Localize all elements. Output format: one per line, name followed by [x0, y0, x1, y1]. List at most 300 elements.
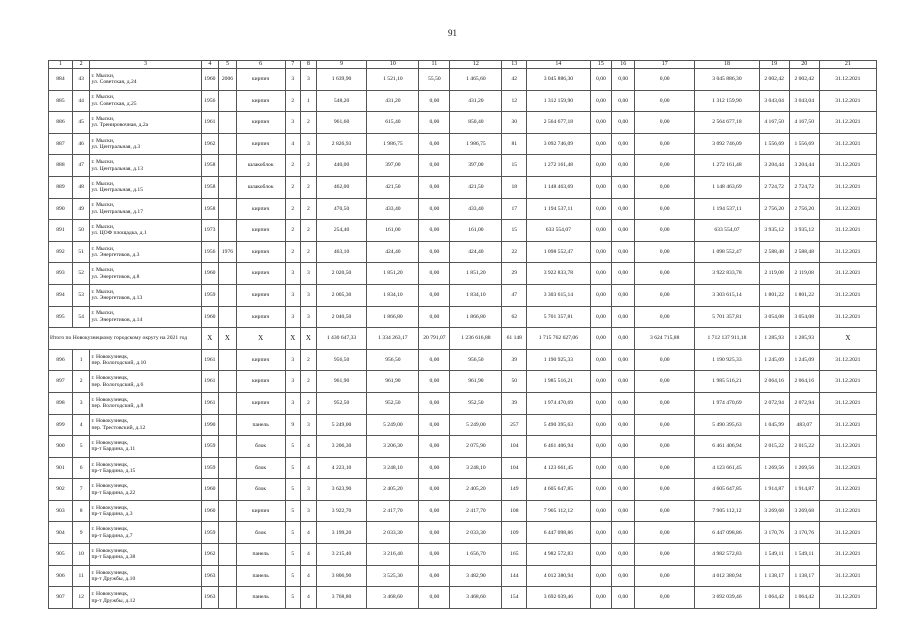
- table-cell: 0,00: [635, 479, 695, 501]
- table-cell: кирпич: [236, 133, 285, 155]
- table-row: [49, 544, 877, 566]
- table-cell: 0,00: [590, 176, 612, 198]
- table-cell: 0,00: [419, 112, 450, 134]
- table-cell: 31.12.2021: [819, 69, 876, 91]
- table-cell: 2 015,22: [759, 436, 789, 458]
- table-cell: 0,00: [612, 220, 635, 242]
- table-cell: 2 033,30: [367, 522, 419, 544]
- table-cell: 4: [301, 457, 317, 479]
- table-cell: [219, 522, 237, 544]
- table-cell: 889: [49, 176, 73, 198]
- table-cell: 31.12.2021: [819, 565, 876, 587]
- address-cell: г. Мыски, ул. Энергетиков, д.3: [90, 241, 201, 263]
- table-cell: 1959: [201, 436, 219, 458]
- table-cell: 2 119,08: [759, 263, 789, 285]
- table-cell: 2 072,94: [759, 392, 789, 414]
- address-cell: г. Новокузнецк, пр-т Бардина, д.15: [90, 457, 201, 479]
- table-cell: 0,00: [419, 133, 450, 155]
- table-cell: 462,00: [316, 176, 367, 198]
- table-cell: 50: [502, 371, 527, 393]
- table-cell: 1: [72, 349, 90, 371]
- table-cell: 0,00: [612, 90, 635, 112]
- table-cell: 961,90: [367, 371, 419, 393]
- table-cell: 1 272 161,48: [695, 155, 759, 177]
- table-cell: 18: [502, 176, 527, 198]
- table-cell: 2 564 677,18: [527, 112, 590, 134]
- table-cell: кирпич: [236, 500, 285, 522]
- table-cell: 0,00: [590, 284, 612, 306]
- table-cell: 5: [285, 500, 301, 522]
- table-cell: 5: [285, 457, 301, 479]
- table-cell: 0,00: [612, 155, 635, 177]
- table-cell: [219, 436, 237, 458]
- column-header: 8: [301, 61, 317, 69]
- address-cell: г. Новокузнецк, пер. Вологодский, д.10: [90, 349, 201, 371]
- table-cell: 15: [502, 220, 527, 242]
- table-cell: 3 468,60: [367, 587, 419, 609]
- table-cell: 2 417,70: [367, 500, 419, 522]
- table-cell: 1958: [201, 155, 219, 177]
- table-cell: 0,00: [419, 220, 450, 242]
- table-cell: 1 851,20: [450, 263, 502, 285]
- table-cell: 9: [72, 522, 90, 544]
- table-cell: [219, 306, 237, 328]
- table-body: [49, 61, 877, 609]
- table-row: [49, 220, 877, 242]
- table-row: [49, 565, 877, 587]
- table-cell: 1 045,99: [759, 414, 789, 436]
- table-cell: 12: [72, 587, 90, 609]
- table-cell: 1 974 470,69: [695, 392, 759, 414]
- table-cell: 3 768,80: [316, 587, 367, 609]
- table-cell: 0,00: [590, 565, 612, 587]
- table-cell: 1963: [201, 587, 219, 609]
- table-row: [49, 306, 877, 328]
- total-value: X: [301, 328, 317, 350]
- table-cell: 1962: [201, 544, 219, 566]
- table-cell: 433,40: [367, 198, 419, 220]
- table-cell: 5 701 357,81: [695, 306, 759, 328]
- table-cell: 31.12.2021: [819, 220, 876, 242]
- table-cell: 31.12.2021: [819, 155, 876, 177]
- column-header: 3: [90, 61, 201, 69]
- table-cell: 0,00: [419, 587, 450, 609]
- table-cell: 0,00: [635, 133, 695, 155]
- address-cell: г. Мыски, ул. Центральная, д.15: [90, 176, 201, 198]
- table-cell: 3 206,30: [316, 436, 367, 458]
- table-cell: 3 248,10: [450, 457, 502, 479]
- table-cell: 2: [301, 220, 317, 242]
- table-cell: панель: [236, 414, 285, 436]
- column-header: 15: [590, 61, 612, 69]
- table-cell: 3 216,40: [367, 544, 419, 566]
- table-cell: 0,00: [612, 392, 635, 414]
- table-cell: 1 272 161,48: [527, 155, 590, 177]
- table-cell: 2 724,72: [759, 176, 789, 198]
- table-cell: 424,40: [367, 241, 419, 263]
- table-cell: 3 199,20: [316, 522, 367, 544]
- table-cell: 1959: [201, 284, 219, 306]
- table-cell: 0,00: [590, 220, 612, 242]
- table-cell: 4: [72, 414, 90, 436]
- total-value: X: [819, 328, 876, 350]
- table-cell: 2: [301, 392, 317, 414]
- table-cell: 0,00: [590, 69, 612, 91]
- table-cell: 5: [285, 587, 301, 609]
- table-cell: 3: [285, 284, 301, 306]
- table-cell: 0,00: [612, 457, 635, 479]
- table-cell: 3 692 039,46: [695, 587, 759, 609]
- table-cell: 952,50: [367, 392, 419, 414]
- table-cell: 1 549,11: [759, 544, 789, 566]
- table-cell: 0,00: [612, 414, 635, 436]
- table-cell: 440,00: [316, 155, 367, 177]
- table-cell: 1962: [201, 133, 219, 155]
- table-cell: [219, 155, 237, 177]
- table-cell: [219, 284, 237, 306]
- table-cell: 0,00: [419, 392, 450, 414]
- table-cell: блок: [236, 436, 285, 458]
- table-cell: 0,00: [635, 155, 695, 177]
- address-cell: г. Новокузнецк, пр-т Бардина, д.38: [90, 544, 201, 566]
- table-cell: 1959: [201, 522, 219, 544]
- address-cell: г. Мыски, ул. Центральная, д.3: [90, 133, 201, 155]
- table-cell: 1 834,10: [450, 284, 502, 306]
- table-row: [49, 198, 877, 220]
- table-cell: 905: [49, 544, 73, 566]
- table-cell: 397,00: [367, 155, 419, 177]
- table-cell: 0,00: [635, 176, 695, 198]
- address-cell: г. Новокузнецк, пер. Вологодский, д.8: [90, 392, 201, 414]
- table-cell: 902: [49, 479, 73, 501]
- table-cell: 952,50: [316, 392, 367, 414]
- table-cell: 6 461 406,94: [695, 436, 759, 458]
- table-cell: 2 405,20: [367, 479, 419, 501]
- column-header: 21: [819, 61, 876, 69]
- table-cell: 6 461 406,94: [527, 436, 590, 458]
- table-cell: 0,00: [419, 349, 450, 371]
- table-cell: 6 447 098,86: [695, 522, 759, 544]
- table-cell: [219, 90, 237, 112]
- table-cell: 2 002,42: [789, 69, 819, 91]
- table-cell: 7 905 112,12: [527, 500, 590, 522]
- address-cell: г. Мыски, ул. Энергетиков, д.14: [90, 306, 201, 328]
- table-cell: 4 982 572,83: [527, 544, 590, 566]
- table-cell: 4 223,10: [316, 457, 367, 479]
- table-cell: 900: [49, 436, 73, 458]
- table-cell: 2: [301, 176, 317, 198]
- table-cell: 0,00: [590, 155, 612, 177]
- table-cell: 1960: [201, 263, 219, 285]
- table-cell: 3 045 886,30: [695, 69, 759, 91]
- total-value: 0,00: [590, 328, 612, 350]
- table-cell: 1 312 159,90: [695, 90, 759, 112]
- total-value: 1 712 137 911,18: [695, 328, 759, 350]
- table-cell: 1 834,10: [367, 284, 419, 306]
- table-row: [49, 414, 877, 436]
- table-cell: кирпич: [236, 349, 285, 371]
- table-cell: 2 075,90: [450, 436, 502, 458]
- column-header: 10: [367, 61, 419, 69]
- table-cell: 0,00: [590, 241, 612, 263]
- table-cell: 0,00: [590, 371, 612, 393]
- table-cell: 12: [502, 90, 527, 112]
- column-header: 19: [759, 61, 789, 69]
- table-row: [49, 263, 877, 285]
- table-cell: 4: [301, 587, 317, 609]
- table-cell: 31.12.2021: [819, 587, 876, 609]
- table-cell: кирпич: [236, 392, 285, 414]
- table-cell: 3: [285, 263, 301, 285]
- table-cell: 633 554,07: [695, 220, 759, 242]
- table-cell: 31.12.2021: [819, 414, 876, 436]
- table-row: [49, 241, 877, 263]
- table-cell: 1960: [201, 500, 219, 522]
- table-cell: 11: [72, 565, 90, 587]
- table-cell: 3 922,70: [316, 500, 367, 522]
- table-cell: 483,07: [789, 414, 819, 436]
- table-cell: 397,00: [450, 155, 502, 177]
- address-cell: г. Мыски, ул. Энергетиков, д.13: [90, 284, 201, 306]
- table-cell: 884: [49, 69, 73, 91]
- table-cell: 39: [502, 349, 527, 371]
- table-cell: 8: [72, 500, 90, 522]
- table-cell: 3 170,76: [789, 522, 819, 544]
- address-cell: г. Мыски, ул. Центральная, д.13: [90, 155, 201, 177]
- address-cell: г. Новокузнецк, пер. Вологодский, д.6: [90, 371, 201, 393]
- table-cell: блок: [236, 457, 285, 479]
- address-cell: г. Мыски, ул. Советская, д.24: [90, 69, 201, 91]
- table-cell: 0,00: [590, 479, 612, 501]
- table-cell: 47: [502, 284, 527, 306]
- total-value: 1 430 647,33: [316, 328, 367, 350]
- table-cell: 3 468,60: [450, 587, 502, 609]
- table-cell: 0,00: [419, 565, 450, 587]
- table-cell: 0,00: [612, 349, 635, 371]
- table-row: [49, 500, 877, 522]
- table-cell: 1 656,70: [450, 544, 502, 566]
- table-cell: кирпич: [236, 263, 285, 285]
- table-cell: 0,00: [635, 284, 695, 306]
- table-cell: [219, 457, 237, 479]
- table-cell: 1 190 925,33: [695, 349, 759, 371]
- table-cell: 0,00: [419, 90, 450, 112]
- table-cell: 1 801,22: [789, 284, 819, 306]
- table-cell: шлакоблок: [236, 155, 285, 177]
- table-cell: 890: [49, 198, 73, 220]
- table-cell: 1 866,80: [367, 306, 419, 328]
- table-cell: 1 639,90: [316, 69, 367, 91]
- table-cell: 3: [301, 414, 317, 436]
- table-cell: 31.12.2021: [819, 436, 876, 458]
- table-cell: 104: [502, 436, 527, 458]
- table-cell: 899: [49, 414, 73, 436]
- table-cell: 4 982 572,83: [695, 544, 759, 566]
- table-cell: 463,10: [316, 241, 367, 263]
- table-cell: 1 549,11: [789, 544, 819, 566]
- column-header: 11: [419, 61, 450, 69]
- table-cell: 3 935,12: [789, 220, 819, 242]
- table-cell: 2 072,94: [789, 392, 819, 414]
- table-cell: 1960: [201, 479, 219, 501]
- table-cell: 0,00: [635, 392, 695, 414]
- table-cell: 3 248,10: [367, 457, 419, 479]
- table-cell: [219, 479, 237, 501]
- table-cell: 104: [502, 457, 527, 479]
- table-cell: 1 194 537,11: [527, 198, 590, 220]
- table-cell: 5: [285, 522, 301, 544]
- table-cell: 81: [502, 133, 527, 155]
- table-cell: 891: [49, 220, 73, 242]
- table-cell: 2 033,30: [450, 522, 502, 544]
- table-cell: 254,40: [316, 220, 367, 242]
- address-cell: г. Новокузнецк, пр-т Бардина, д.7: [90, 522, 201, 544]
- table-cell: 31.12.2021: [819, 306, 876, 328]
- table-cell: 4 167,50: [759, 112, 789, 134]
- table-cell: 3 303 615,14: [695, 284, 759, 306]
- table-cell: 3 482,90: [450, 565, 502, 587]
- table-cell: 48: [72, 176, 90, 198]
- table-cell: кирпич: [236, 198, 285, 220]
- table-cell: 433,40: [450, 198, 502, 220]
- table-cell: 3 045 886,30: [527, 69, 590, 91]
- table-cell: 3: [301, 133, 317, 155]
- table-cell: 4: [301, 522, 317, 544]
- table-cell: 850,40: [450, 112, 502, 134]
- column-header: 14: [527, 61, 590, 69]
- table-cell: 2 015,22: [789, 436, 819, 458]
- table-cell: 1961: [201, 349, 219, 371]
- table-cell: 0,00: [635, 90, 695, 112]
- table-row: [49, 90, 877, 112]
- table-cell: 1 465,60: [450, 69, 502, 91]
- table-cell: 1961: [201, 112, 219, 134]
- table-cell: 0,00: [612, 176, 635, 198]
- table-cell: 5: [285, 436, 301, 458]
- table-cell: 1960: [201, 306, 219, 328]
- table-cell: 31.12.2021: [819, 90, 876, 112]
- column-header: 20: [789, 61, 819, 69]
- table-cell: шлакоблок: [236, 176, 285, 198]
- table-cell: 2: [285, 220, 301, 242]
- table-cell: 1 098 552,47: [527, 241, 590, 263]
- table-cell: 0,00: [590, 133, 612, 155]
- table-cell: 31.12.2021: [819, 176, 876, 198]
- total-value: 1 334 263,17: [367, 328, 419, 350]
- table-cell: 1958: [201, 176, 219, 198]
- table-cell: 4 123 661,45: [695, 457, 759, 479]
- table-cell: 7: [72, 479, 90, 501]
- table-cell: 1 914,87: [789, 479, 819, 501]
- address-cell: г. Мыски, ул. Центральная, д.17: [90, 198, 201, 220]
- table-cell: блок: [236, 479, 285, 501]
- table-cell: 43: [72, 69, 90, 91]
- table-row: [49, 392, 877, 414]
- table-cell: 0,00: [612, 522, 635, 544]
- table-cell: 2: [301, 241, 317, 263]
- table-cell: 5 490 395,63: [695, 414, 759, 436]
- table-cell: 1 866,80: [450, 306, 502, 328]
- table-cell: 2: [301, 112, 317, 134]
- table-cell: 901: [49, 457, 73, 479]
- table-cell: 154: [502, 587, 527, 609]
- column-header: 9: [316, 61, 367, 69]
- table-cell: 1 098 552,47: [695, 241, 759, 263]
- column-header: 4: [201, 61, 219, 69]
- table-cell: 45: [72, 112, 90, 134]
- table-cell: 470,50: [316, 198, 367, 220]
- table-cell: 3 204,44: [789, 155, 819, 177]
- table-cell: 144: [502, 565, 527, 587]
- table-cell: кирпич: [236, 284, 285, 306]
- table-cell: 0,00: [419, 176, 450, 198]
- table-cell: 3 054,08: [789, 306, 819, 328]
- table-cell: 4: [285, 133, 301, 155]
- table-cell: 15: [502, 155, 527, 177]
- table-cell: 2 002,42: [759, 69, 789, 91]
- table-cell: 956,50: [316, 349, 367, 371]
- table-cell: 3: [72, 392, 90, 414]
- table-cell: 44: [72, 90, 90, 112]
- table-cell: 1959: [201, 457, 219, 479]
- table-cell: 2 588,48: [759, 241, 789, 263]
- table-cell: панель: [236, 565, 285, 587]
- table-cell: 898: [49, 392, 73, 414]
- address-cell: г. Новокузнецк, пр-т Бардина, д.11: [90, 436, 201, 458]
- total-value: 20 791,07: [419, 328, 450, 350]
- table-row: [49, 284, 877, 306]
- table-cell: 0,00: [590, 90, 612, 112]
- table-cell: 4: [301, 436, 317, 458]
- total-label: Итого по Новокузнецкому городскому округу на 2021 год: [49, 328, 202, 350]
- table-cell: 3 922 833,78: [695, 263, 759, 285]
- table-cell: 1 851,20: [367, 263, 419, 285]
- table-row: [49, 479, 877, 501]
- table-cell: 31.12.2021: [819, 284, 876, 306]
- table-cell: 3: [301, 500, 317, 522]
- table-cell: кирпич: [236, 306, 285, 328]
- table-cell: панель: [236, 544, 285, 566]
- table-row: [49, 133, 877, 155]
- table-cell: 1990: [201, 414, 219, 436]
- table-cell: 1956: [201, 241, 219, 263]
- table-cell: 1 245,09: [759, 349, 789, 371]
- address-cell: г. Новокузнецк, пр-т Бардина, д.3: [90, 500, 201, 522]
- table-cell: 1 138,17: [789, 565, 819, 587]
- table-cell: блок: [236, 522, 285, 544]
- table-cell: 3: [285, 392, 301, 414]
- table-cell: 3 623,90: [316, 479, 367, 501]
- table-cell: 0,00: [419, 479, 450, 501]
- table-cell: 5: [285, 544, 301, 566]
- table-cell: 0,00: [419, 155, 450, 177]
- table-cell: 0,00: [635, 220, 695, 242]
- column-header: 12: [450, 61, 502, 69]
- table-cell: 31.12.2021: [819, 392, 876, 414]
- table-cell: 2 756,20: [789, 198, 819, 220]
- table-cell: 0,00: [612, 284, 635, 306]
- table-cell: 1 269,56: [789, 457, 819, 479]
- table-cell: 0,00: [590, 306, 612, 328]
- table-cell: 0,00: [419, 522, 450, 544]
- table-cell: 1 148 463,69: [695, 176, 759, 198]
- page-number: 91: [448, 28, 457, 38]
- table-cell: 0,00: [590, 392, 612, 414]
- table-cell: 906: [49, 565, 73, 587]
- table-cell: 53: [72, 284, 90, 306]
- table-cell: 4: [301, 544, 317, 566]
- table-cell: 0,00: [635, 241, 695, 263]
